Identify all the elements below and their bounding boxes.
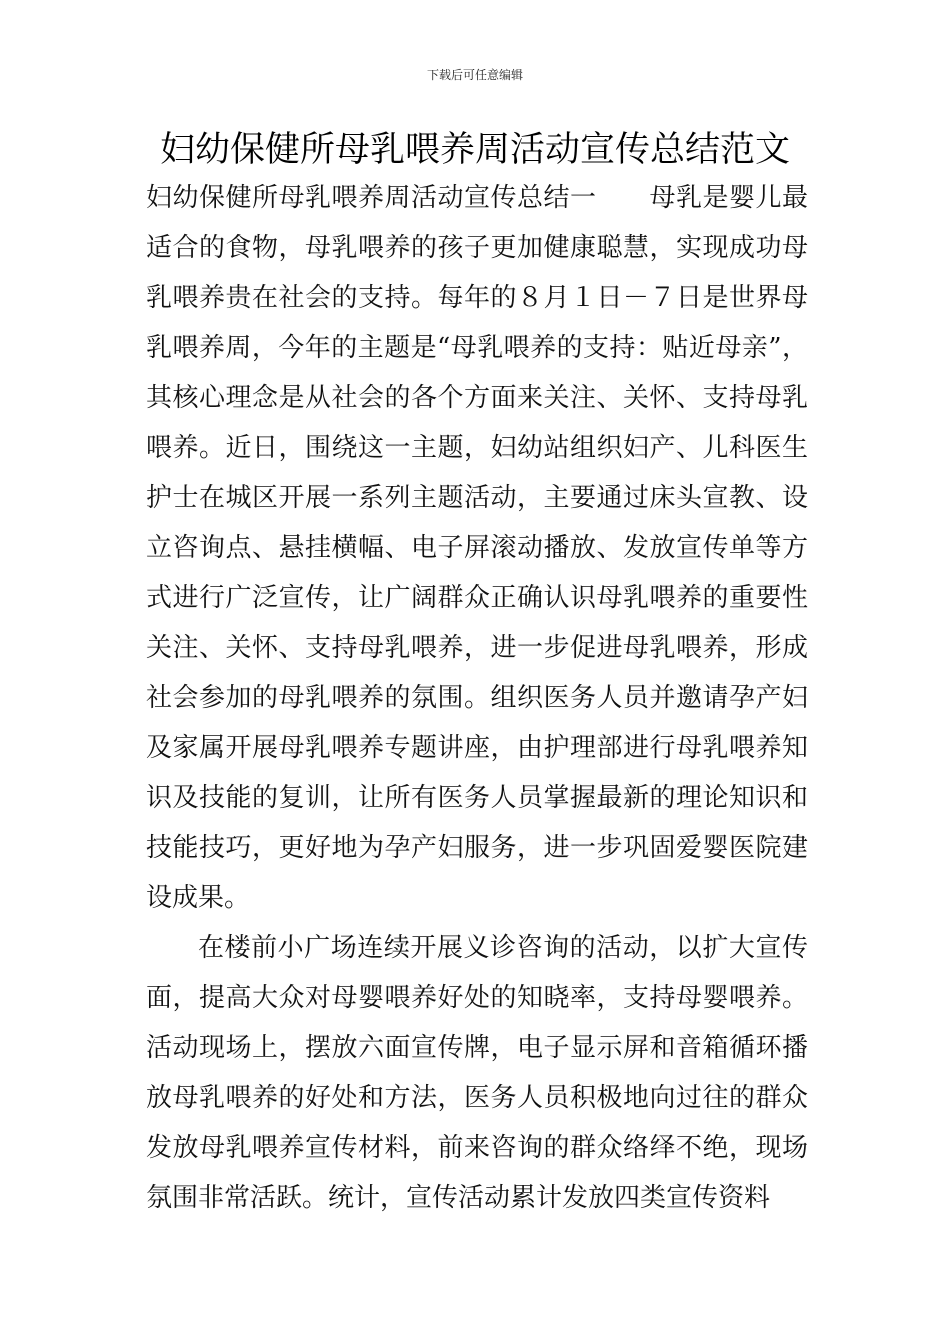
paragraph-1: 妇幼保健所母乳喂养周活动宣传总结一 母乳是婴儿最适合的食物，母乳喂养的孩子更加健康聪慧，实现成功母乳喂养贵在社会的支持。每年的８月１日－７日是世界母乳喂养周，今年的主题是“母乳喂养的支持：贴近母亲”，其核心理念是从社会的各个方面来关注、关怀、支持母乳喂养。近日，围绕这一主题，妇幼站组织妇产、儿科医生护士在城区开展一系列主题活动，主要通过床头宣教、设立咨询点、悬挂横幅、电子屏滚动播放、发放宣传单等方式进行广泛宣传，让广阔群众正确认识母乳喂养的重要性关注、关怀、支持母乳喂养，进一步促进母乳喂养，形成社会参加的母乳喂养的氛围。组织医务人员并邀请孕产妇及家属开展母乳喂养专题讲座，由护理部进行母乳喂养知识及技能的复训，让所有医务人员掌握最新的理论知识和技能技巧，更好地为孕产妇服务，进一步巩固爱婴医院建设成果。 xyxy=(146,183,808,913)
header-note: 下载后可任意编辑 xyxy=(426,68,523,82)
paragraph-2: 在楼前小广场连续开展义诊咨询的活动，以扩大宣传面，提高大众对母婴喂养好处的知晓率，支持母婴喂养。活动现场上，摆放六面宣传牌，电子显示屏和音箱循环播放母乳喂养的好处和方法，医务人员积极地向过往的群众发放母乳喂养宣传材料，前来咨询的群众络绎不绝，现场氛围非常活跃。统计，宣传活动累计发放四类宣传资料 xyxy=(146,933,808,1213)
document-title: 妇幼保健所母乳喂养周活动宣传总结范文 xyxy=(159,130,790,170)
document-body xyxy=(146,173,808,1223)
